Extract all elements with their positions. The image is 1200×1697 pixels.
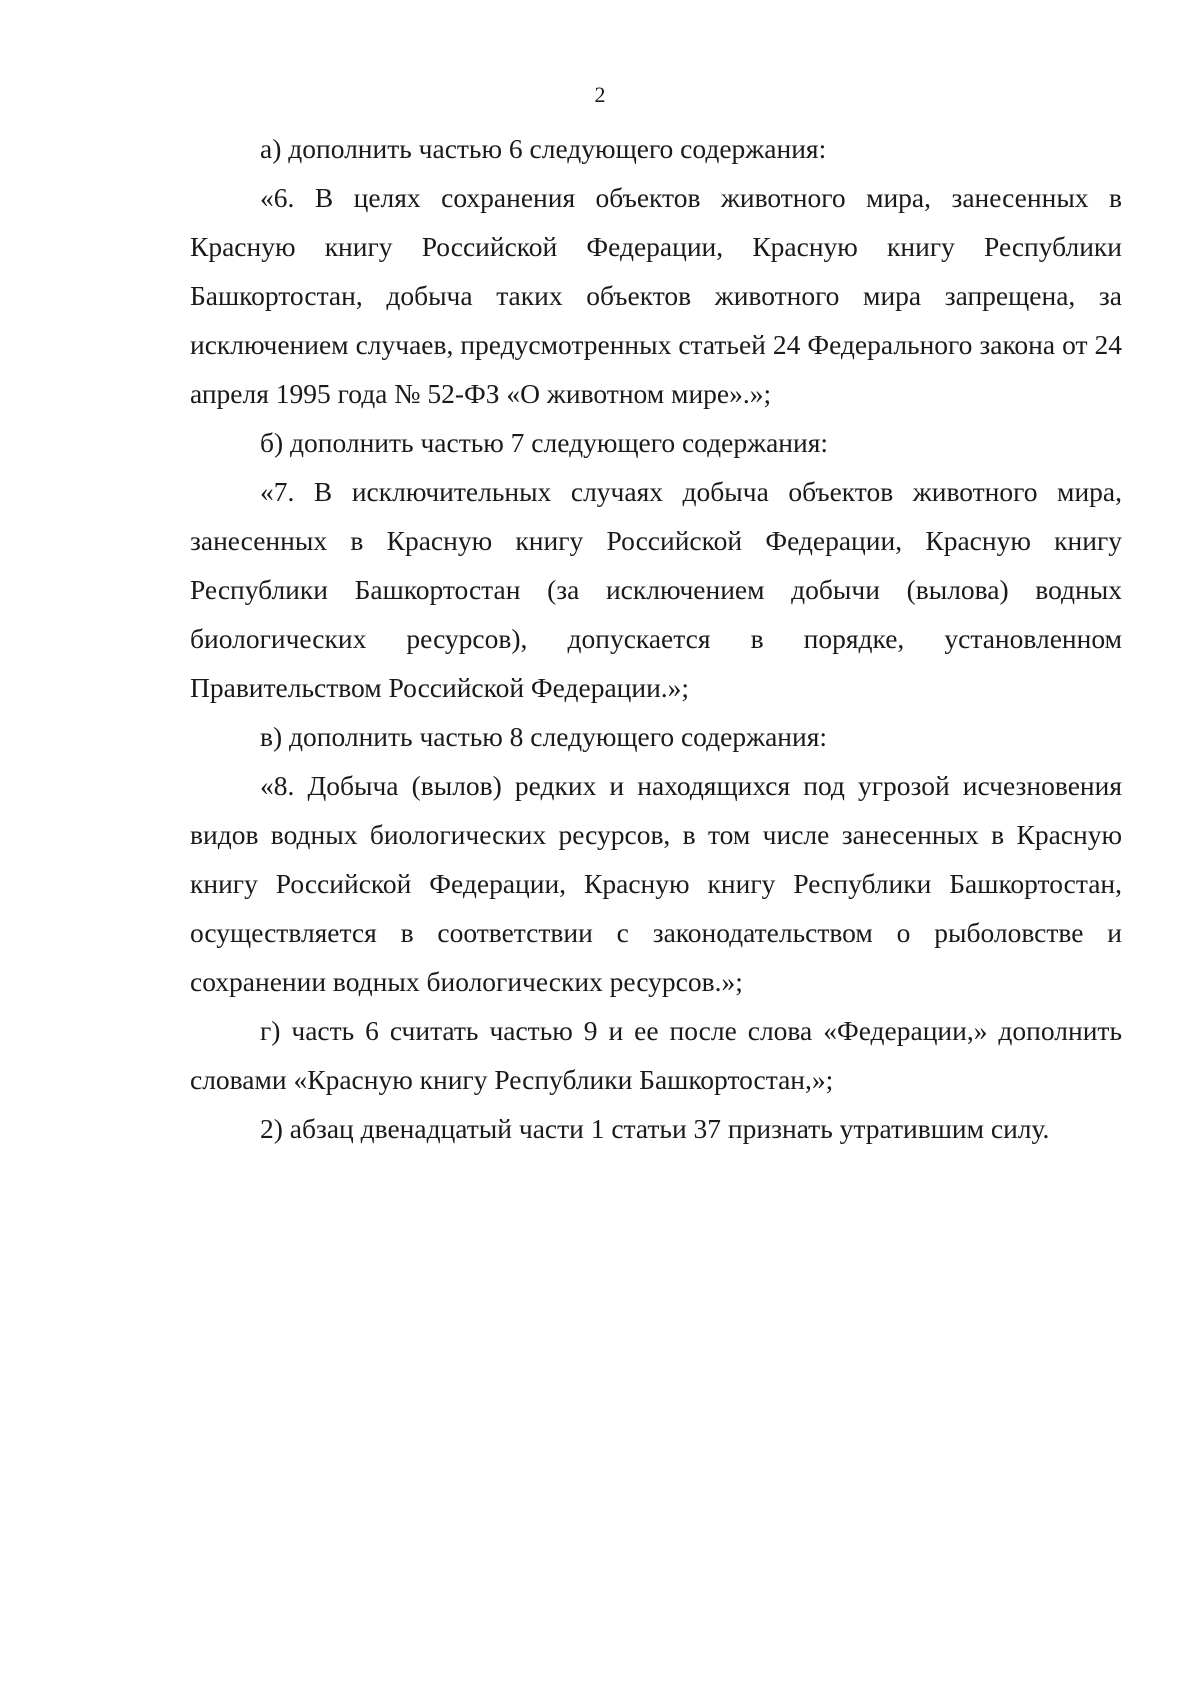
paragraph-item-2: 2) абзац двенадцатый части 1 статьи 37 признать утратившим силу. [260, 1113, 1050, 1144]
paragraph-item-g: г) часть 6 считать частью 9 и ее после слова «Федерации,» дополнить словами «Красную книгу Республики Башкортостан,»; [190, 1015, 1122, 1095]
page-number: 2 [594, 82, 606, 107]
paragraph-item-a: а) дополнить частью 6 следующего содержания: [260, 133, 827, 164]
paragraph-part-8-text: «8. Добыча (вылов) редких и находящихся под угрозой исчезновения видов водных биологических ресурсов, в том числе занесенных в Красную книгу Российской Федерации, Красную книгу Республики Башкортостан, осуществляется в соответствии с законодательством о рыболовстве и сохранении водных биологических ресурсов.»; [190, 770, 1122, 997]
paragraph-part-6-text: «6. В целях сохранения объектов животного мира, занесенных в Красную книгу Российской Федерации, Красную книгу Республики Башкортостан, добыча таких объектов животного мира запрещена, за исключением случаев, предусмотренных статьей 24 Федерального закона от 24 апреля 1995 года № 52-ФЗ «О животном мире».»; [190, 182, 1122, 409]
paragraph-item-b: б) дополнить частью 7 следующего содержания: [260, 427, 829, 458]
document-body [190, 124, 1122, 1153]
paragraph-part-7-text: «7. В исключительных случаях добыча объектов животного мира, занесенных в Красную книгу Российской Федерации, Красную книгу Республики Башкортостан (за исключением добычи (вылова) водных биологических ресурсов), допускается в порядке, установленном Правительством Российской Федерации.»; [190, 476, 1122, 703]
paragraph-item-v: в) дополнить частью 8 следующего содержания: [260, 721, 827, 752]
